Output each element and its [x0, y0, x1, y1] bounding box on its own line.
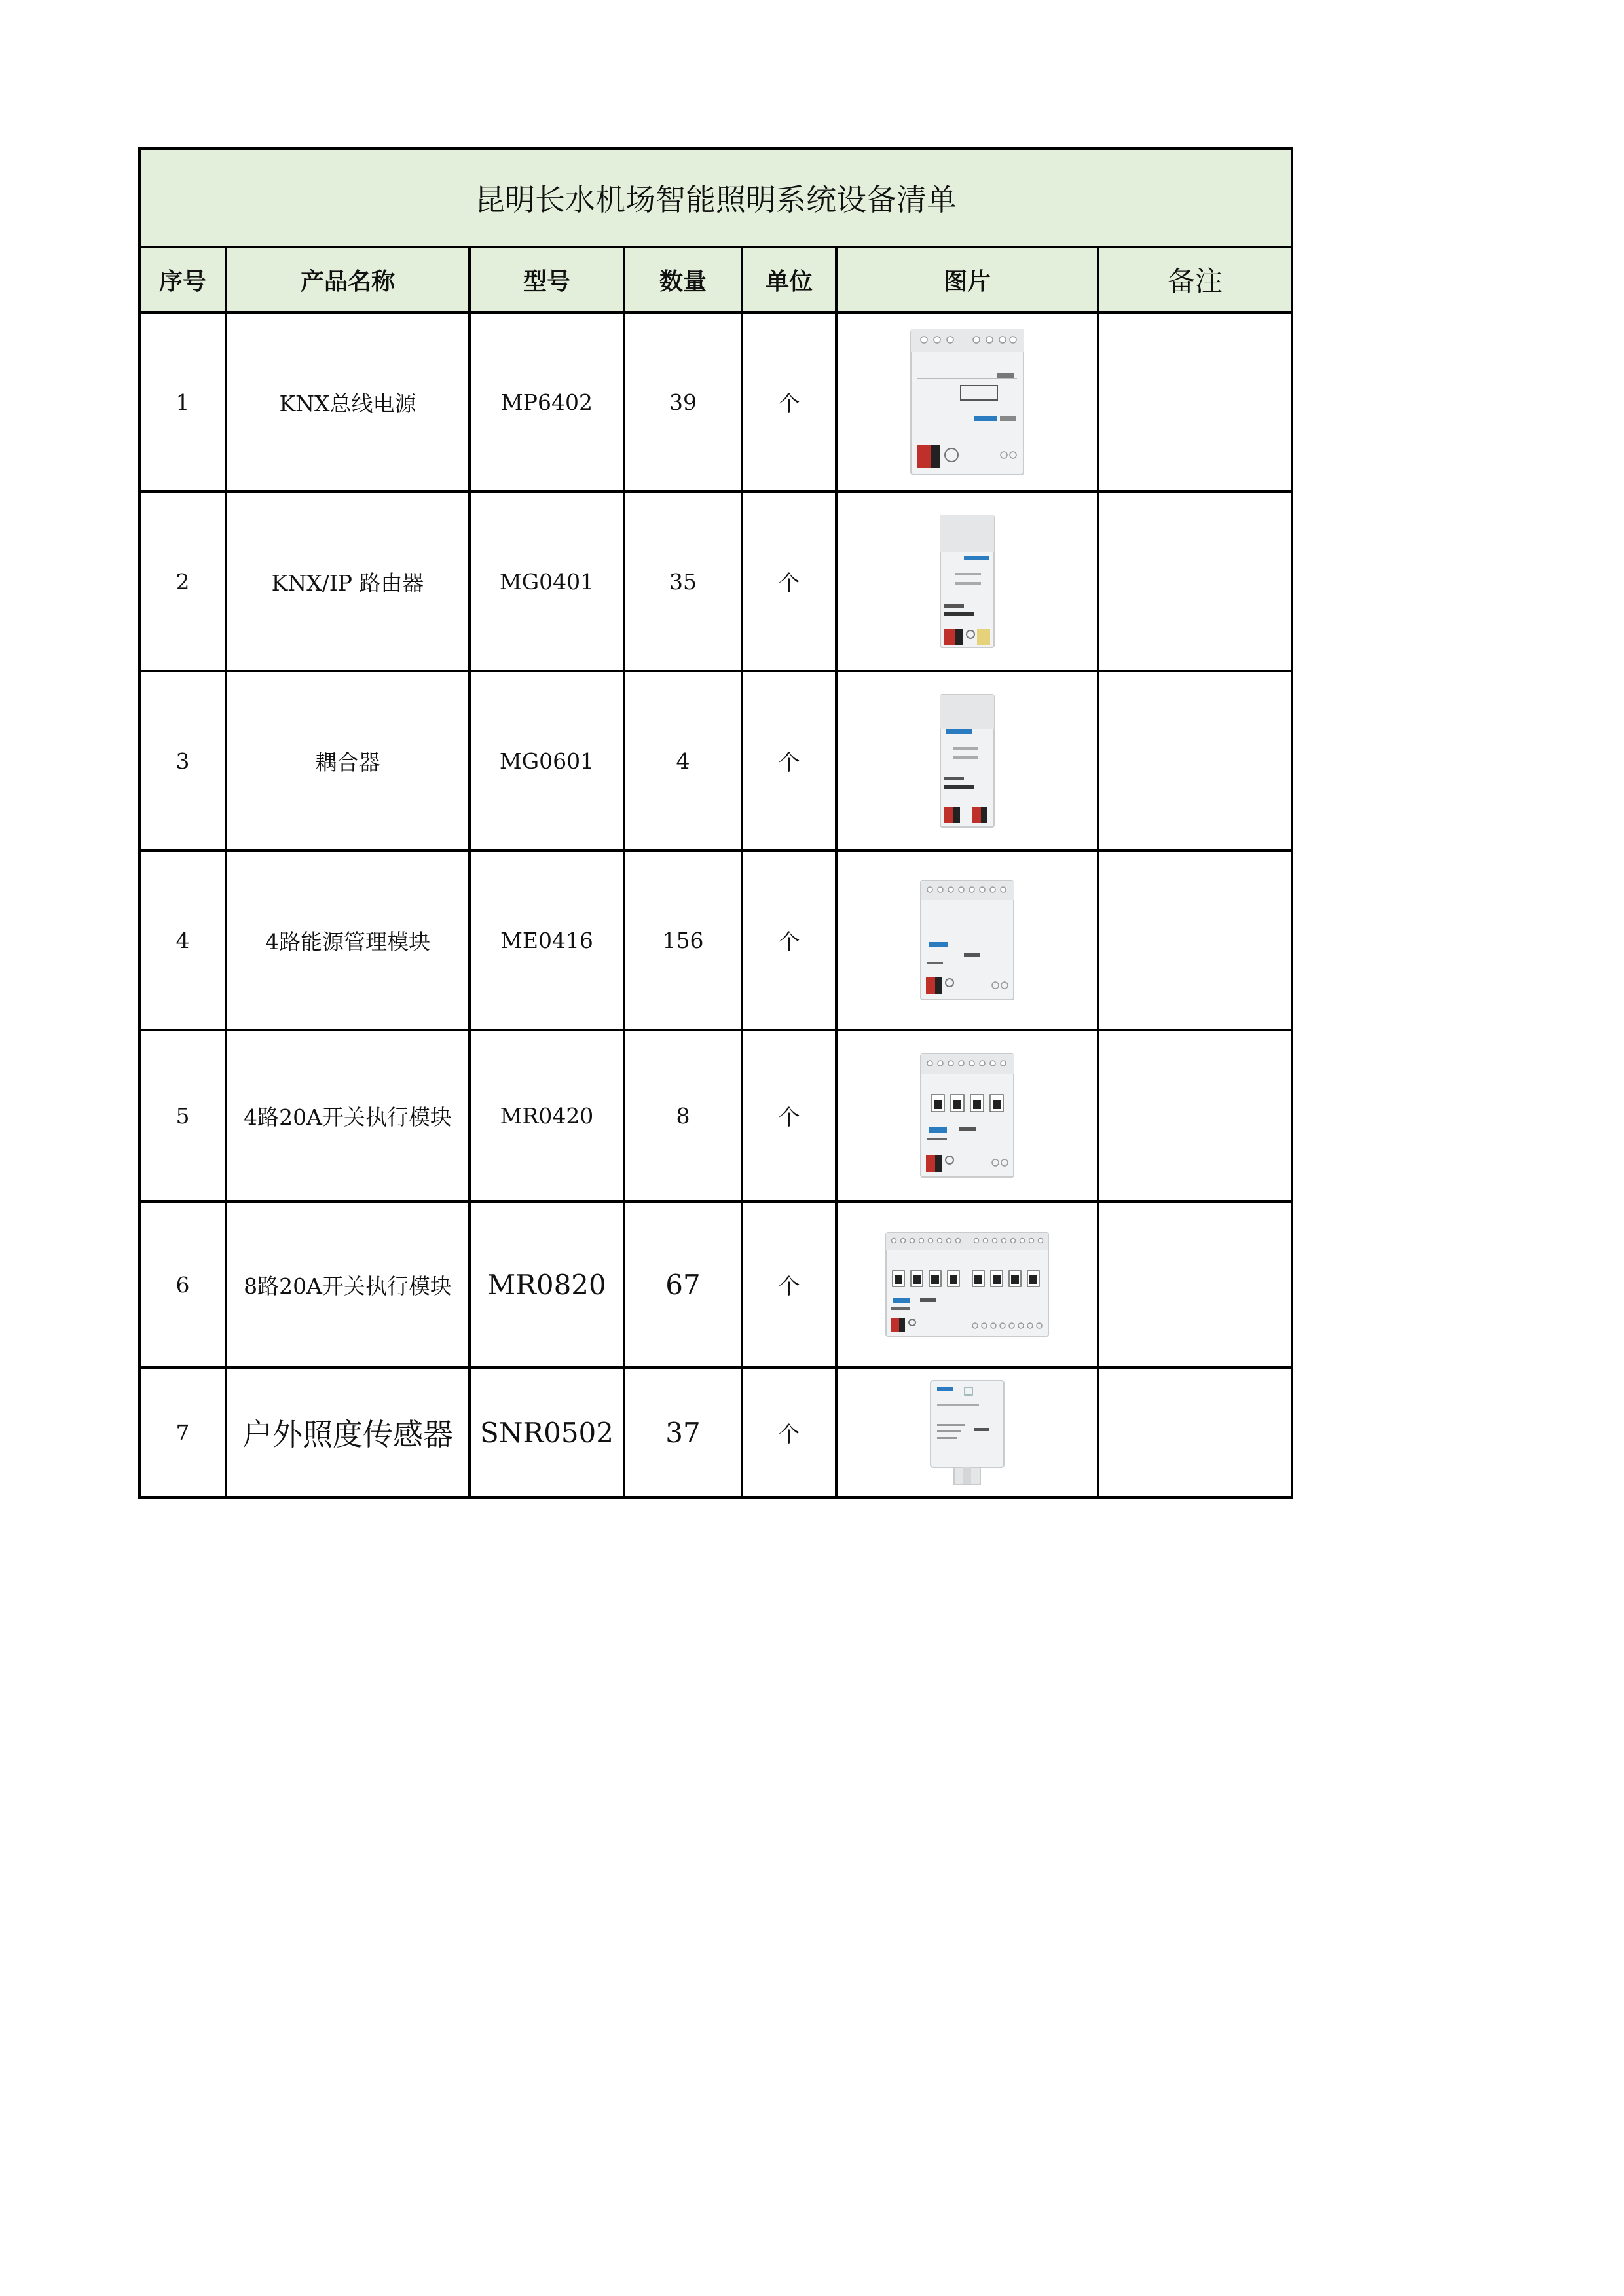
row-model: ME0416	[470, 850, 624, 1030]
row-remark	[1098, 671, 1292, 850]
row-qty: 35	[624, 492, 742, 671]
table-row	[139, 671, 1292, 850]
table-row	[139, 1030, 1292, 1201]
header-model: 型号	[470, 247, 624, 312]
row-image	[836, 671, 1098, 850]
row-qty: 67	[624, 1201, 742, 1368]
row-model: MG0601	[470, 671, 624, 850]
table-row	[139, 312, 1292, 492]
ip-router-module-icon	[938, 513, 997, 650]
row-no: 5	[139, 1030, 226, 1201]
row-image	[836, 1201, 1098, 1368]
row-name: KNX总线电源	[226, 312, 470, 492]
table-row	[139, 850, 1292, 1030]
row-unit: 个	[742, 1030, 836, 1201]
outdoor-light-sensor-icon	[928, 1378, 1006, 1487]
header-image: 图片	[836, 247, 1098, 312]
row-image	[836, 492, 1098, 671]
header-qty: 数量	[624, 247, 742, 312]
row-no: 4	[139, 850, 226, 1030]
table-row	[139, 1201, 1292, 1368]
row-name: 户外照度传感器	[226, 1368, 470, 1497]
row-unit: 个	[742, 1201, 836, 1368]
row-unit: 个	[742, 312, 836, 492]
row-unit: 个	[742, 671, 836, 850]
power-supply-module-icon	[908, 327, 1026, 477]
row-no: 6	[139, 1201, 226, 1368]
row-image	[836, 1030, 1098, 1201]
row-qty: 156	[624, 850, 742, 1030]
header-unit: 单位	[742, 247, 836, 312]
equipment-list-table	[138, 147, 1293, 1499]
table-row	[139, 1368, 1292, 1497]
row-remark	[1098, 1368, 1292, 1497]
energy-module-icon	[918, 878, 1016, 1002]
row-name: 4路能源管理模块	[226, 850, 470, 1030]
row-no: 2	[139, 492, 226, 671]
row-name: 8路20A开关执行模块	[226, 1201, 470, 1368]
row-model: SNR0502	[470, 1368, 624, 1497]
row-model: MR0420	[470, 1030, 624, 1201]
row-image	[836, 312, 1098, 492]
row-remark	[1098, 1030, 1292, 1201]
row-qty: 8	[624, 1030, 742, 1201]
header-no: 序号	[139, 247, 226, 312]
row-qty: 37	[624, 1368, 742, 1497]
header-row	[139, 247, 1292, 312]
row-no: 3	[139, 671, 226, 850]
row-model: MR0820	[470, 1201, 624, 1368]
header-remark: 备注	[1098, 247, 1292, 312]
row-remark	[1098, 850, 1292, 1030]
row-model: MP6402	[470, 312, 624, 492]
row-name: 4路20A开关执行模块	[226, 1030, 470, 1201]
row-qty: 4	[624, 671, 742, 850]
table-title: 昆明长水机场智能照明系统设备清单	[139, 149, 1292, 247]
row-image	[836, 850, 1098, 1030]
line-coupler-module-icon	[938, 692, 997, 829]
header-name: 产品名称	[226, 247, 470, 312]
row-no: 7	[139, 1368, 226, 1497]
row-qty: 39	[624, 312, 742, 492]
row-remark	[1098, 492, 1292, 671]
row-unit: 个	[742, 850, 836, 1030]
row-name: 耦合器	[226, 671, 470, 850]
row-model: MG0401	[470, 492, 624, 671]
row-remark	[1098, 1201, 1292, 1368]
row-unit: 个	[742, 1368, 836, 1497]
row-unit: 个	[742, 492, 836, 671]
switch-actuator-4ch-icon	[918, 1051, 1016, 1180]
row-no: 1	[139, 312, 226, 492]
table-row	[139, 492, 1292, 671]
switch-actuator-8ch-icon	[883, 1230, 1051, 1339]
row-image	[836, 1368, 1098, 1497]
row-name: KNX/IP 路由器	[226, 492, 470, 671]
row-remark	[1098, 312, 1292, 492]
